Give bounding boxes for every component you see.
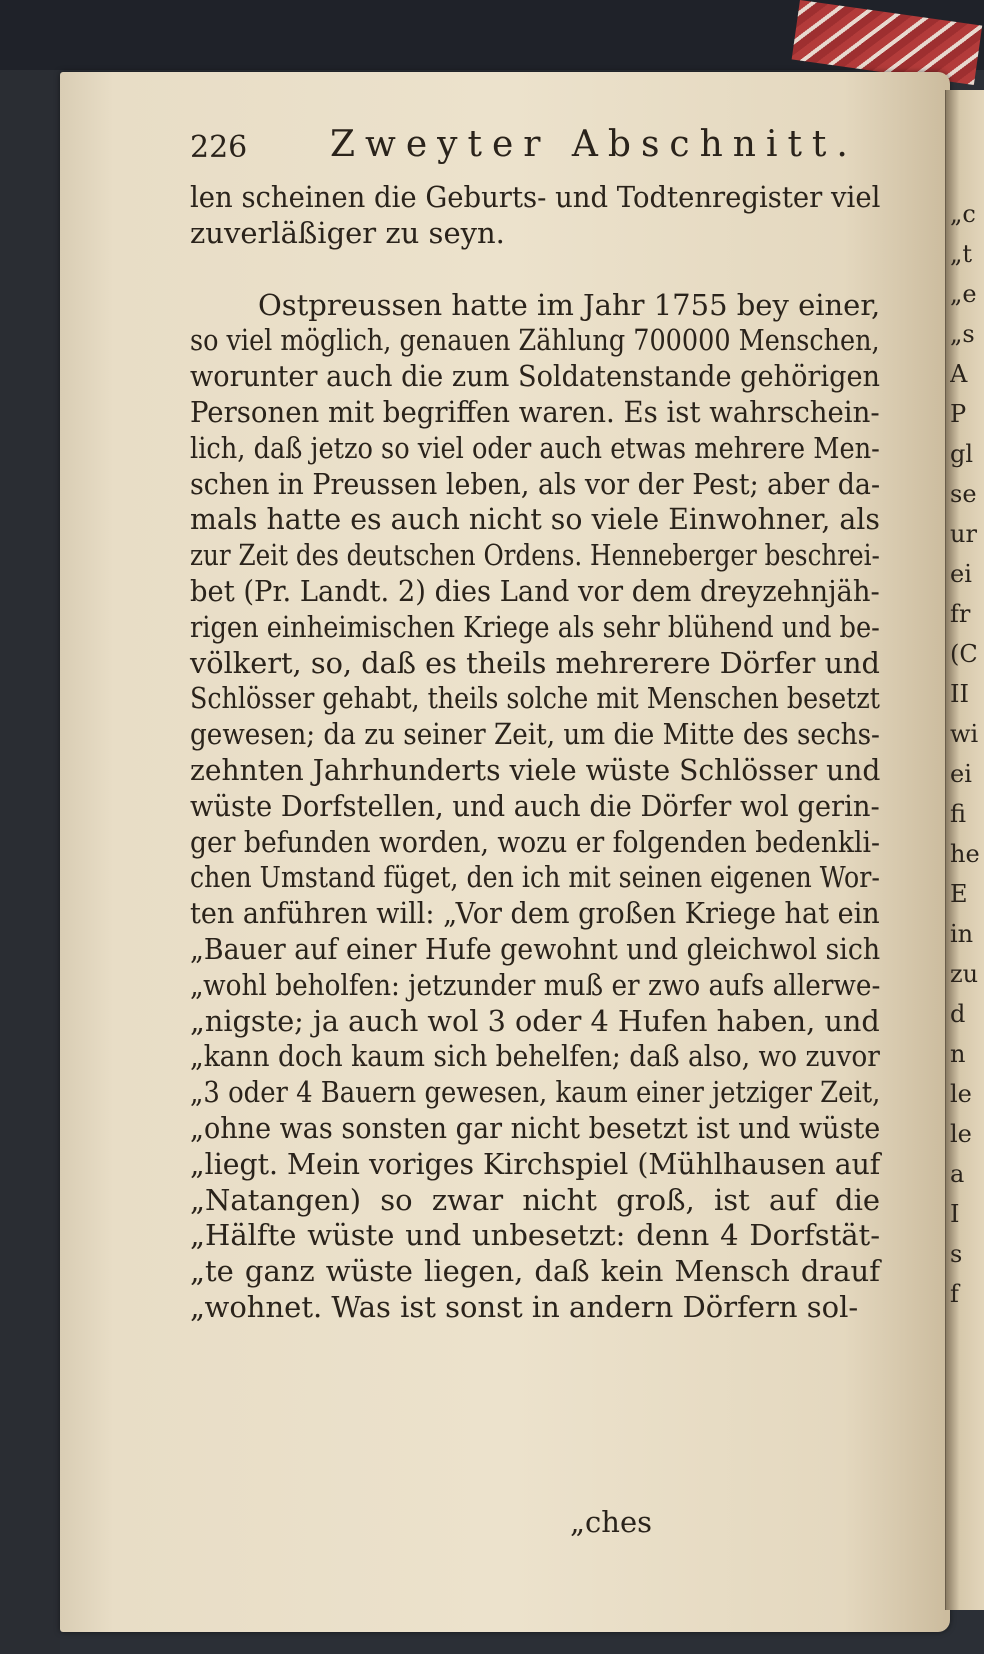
line-text: „te ganz wüste liegen, daß kein Mensch drauf xyxy=(190,1254,880,1289)
line-text: „Natangen) so zwar nicht groß, ist auf die xyxy=(190,1182,881,1217)
line-text: mals hatte es auch nicht so viele Einwohner, als xyxy=(190,502,880,537)
text-line xyxy=(190,1075,880,1111)
facing-page-fragment: le xyxy=(950,1080,972,1108)
facing-page-fragment: (C xyxy=(950,640,978,668)
facing-page-fragment: wi xyxy=(950,720,979,748)
text-line xyxy=(190,538,880,574)
page-text-area xyxy=(190,120,880,1326)
text-line xyxy=(190,431,880,467)
line-text: „wohnet. Was ist sonst in andern Dörfern sol- xyxy=(190,1289,859,1324)
line-text: rigen einheimischen Kriege als sehr blühend und be- xyxy=(190,609,880,644)
line-text: „ohne was sonsten gar nicht besetzt ist und wüste xyxy=(190,1110,881,1145)
text-line xyxy=(190,753,880,789)
facing-page-fragment: ei xyxy=(950,760,972,788)
catchword: „ches xyxy=(570,1505,652,1539)
facing-page-fragment: gl xyxy=(950,440,974,468)
facing-page-fragment: „t xyxy=(950,240,973,268)
facing-page-fragment: fi xyxy=(950,800,967,828)
text-line xyxy=(190,789,880,825)
text-line xyxy=(190,681,880,717)
line-text: schen in Preussen leben, als vor der Pest; aber da- xyxy=(190,466,881,501)
running-head xyxy=(190,120,880,180)
line-text: völkert, so, daß es theils mehrerere Dörfer und xyxy=(190,645,880,680)
facing-page-fragment: in xyxy=(950,920,974,948)
text-line xyxy=(190,395,880,431)
running-title: Zweyter Abschnitt. xyxy=(330,124,858,165)
facing-page-fragment: „e xyxy=(950,280,977,308)
facing-page-fragment: a xyxy=(950,1160,965,1188)
text-line xyxy=(190,968,880,1004)
line-text: Ostpreussen hatte im Jahr 1755 bey einer, xyxy=(258,287,881,322)
line-text: Schlösser gehabt, theils solche mit Menschen besetzt xyxy=(190,681,880,716)
text-line xyxy=(190,323,880,359)
text-line xyxy=(190,825,880,861)
line-text: „nigste; ja auch wol 3 oder 4 Hufen haben, und xyxy=(190,1003,880,1038)
text-line xyxy=(190,1290,880,1326)
text-line xyxy=(190,1254,880,1290)
line-text: len scheinen die Geburts- und Todtenregister viel xyxy=(190,180,881,214)
facing-page-fragment: zu xyxy=(950,960,979,988)
facing-page-fragment: le xyxy=(950,1120,972,1148)
facing-page-fragment: ur xyxy=(950,520,977,548)
line-text: bet (Pr. Landt. 2) dies Land vor dem dreyzehnjäh- xyxy=(190,573,880,608)
text-line xyxy=(190,1183,880,1219)
facing-page-fragment: „c xyxy=(950,200,976,228)
text-line xyxy=(190,1004,880,1040)
text-line xyxy=(190,717,880,753)
text-line xyxy=(190,467,880,503)
line-text: gewesen; da zu seiner Zeit, um die Mitte des sechs- xyxy=(190,717,880,752)
facing-page-fragment: f xyxy=(950,1280,959,1308)
facing-page-fragment: P xyxy=(950,400,967,428)
line-text: ten anführen will: „Vor dem großen Kriege hat ein xyxy=(190,896,880,931)
text-line xyxy=(190,1147,880,1183)
line-text: „Bauer auf einer Hufe gewohnt und gleichwol sich xyxy=(190,931,881,966)
line-text: „liegt. Mein voriges Kirchspiel (Mühlhausen auf xyxy=(190,1146,881,1181)
text-line xyxy=(190,288,880,324)
line-text: chen Umstand füget, den ich mit seinen eigenen Wor- xyxy=(190,860,880,895)
facing-page-fragment: E xyxy=(950,880,968,908)
line-text: „kann doch kaum sich behelfen; daß also, wo zuvor xyxy=(190,1039,880,1074)
facing-page-fragment: d xyxy=(950,1000,966,1028)
line-text: zur Zeit des deutschen Ordens. Henneberger beschrei- xyxy=(190,538,880,573)
text-line xyxy=(190,1039,880,1075)
facing-page-fragment: fr xyxy=(950,600,971,628)
facing-page-fragment: „s xyxy=(950,320,975,348)
facing-page-fragment: se xyxy=(950,480,977,508)
text-line xyxy=(190,860,880,896)
paragraph-1 xyxy=(190,180,880,252)
line-text: „3 oder 4 Bauern gewesen, kaum einer jetziger Zeit, xyxy=(190,1075,881,1110)
text-line xyxy=(190,1218,880,1254)
line-text: „Hälfte wüste und unbesetzt: denn 4 Dorfstät- xyxy=(190,1218,880,1253)
facing-page-fragment: he xyxy=(950,840,980,868)
facing-page-fragment: A xyxy=(950,360,968,388)
line-text: ger befunden worden, wozu er folgenden bedenkli- xyxy=(190,824,881,859)
text-line xyxy=(190,1111,880,1147)
text-line xyxy=(190,646,880,682)
facing-page-fragment: n xyxy=(950,1040,966,1068)
text-line xyxy=(190,502,880,538)
text-line xyxy=(190,359,880,395)
facing-page-fragment: I xyxy=(950,1200,960,1228)
text-line xyxy=(190,610,880,646)
text-line xyxy=(190,932,880,968)
background-left-edge xyxy=(0,0,60,1654)
facing-page-fragment: ei xyxy=(950,560,972,588)
paragraph-2 xyxy=(190,288,880,1326)
line-text: zuverläßiger zu seyn. xyxy=(190,215,505,250)
paragraph-spacer xyxy=(190,252,880,288)
text-line xyxy=(190,180,880,216)
line-text: so viel möglich, genauen Zählung 700000 Menschen, xyxy=(190,323,880,358)
line-text: „wohl beholfen: jetzunder muß er zwo aufs allerwe- xyxy=(190,967,881,1002)
line-text: zehnten Jahrhunderts viele wüste Schlösser und xyxy=(190,752,881,787)
line-text: wüste Dorfstellen, und auch die Dörfer wol gerin- xyxy=(190,788,880,823)
text-line xyxy=(190,574,880,610)
facing-page-fragment: s xyxy=(950,1240,963,1268)
line-text: lich, daß jetzo so viel oder auch etwas mehrere Men- xyxy=(190,430,880,465)
text-line xyxy=(190,896,880,932)
line-text: Personen mit begriffen waren. Es ist wahrschein- xyxy=(190,394,880,429)
line-text: worunter auch die zum Soldatenstande gehörigen xyxy=(190,359,881,394)
facing-page-fragment: II xyxy=(950,680,969,708)
text-line xyxy=(190,216,880,252)
page-number: 226 xyxy=(190,130,248,165)
